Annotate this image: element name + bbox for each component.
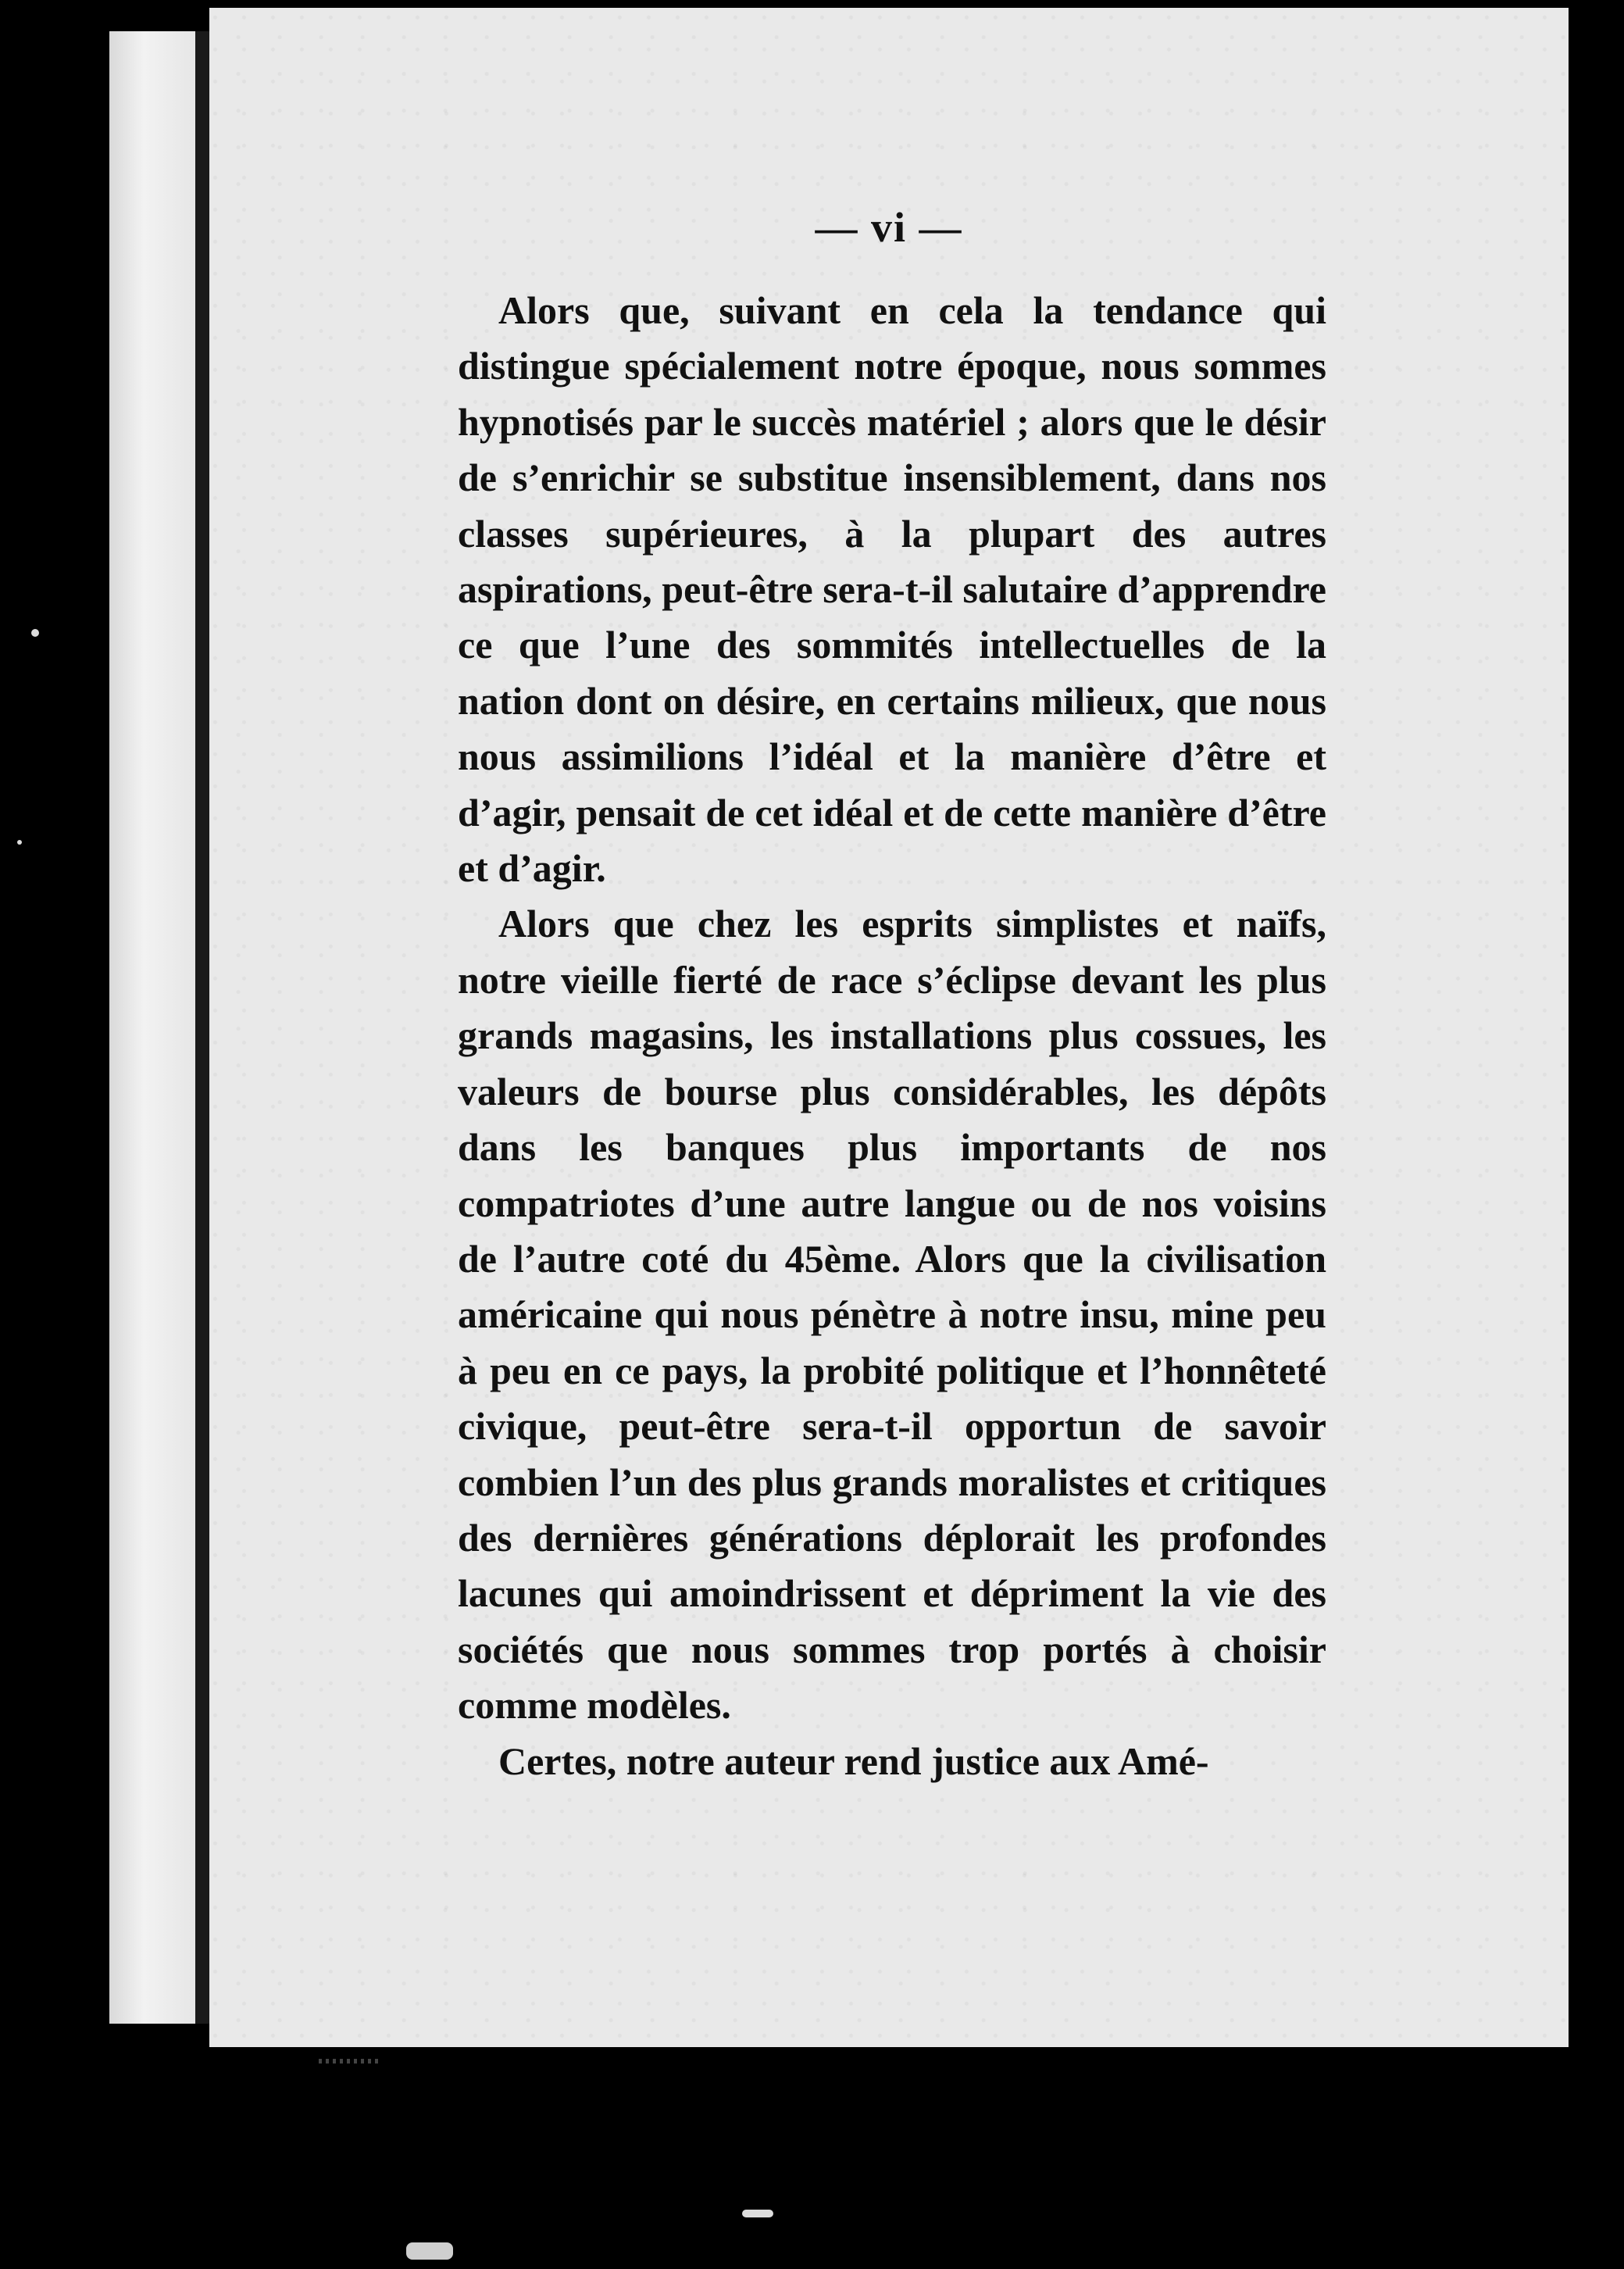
page-number-header: — vi — xyxy=(815,204,963,251)
paragraph-2: Alors que chez les esprits simplistes et naïfs, notre vieille fierté de race s’éclipse devant les plus grands magasins, les installations plus cossues, les valeurs de bourse plus considérables, les dépôts dans les banques plus importants de nos compatriotes d’une autre langue ou de nos voisins de l’autre coté du 45ème. Alors que la civilisation américaine qui nous pénètre à notre insu, mine peu à peu en ce pays, la probité politique et l’honnêteté civique, peut-être sera-t-il opportun de savoir combien l’un des plus grands moralistes et critiques des dernières générations déplorait les profondes lacunes qui amoindrissent et dépriment la vie des sociétés que nous sommes trop portés à choisir comme modèles. xyxy=(458,902,1326,1728)
right-scan-border xyxy=(1569,0,1624,2269)
scanned-page xyxy=(209,8,1569,2047)
left-page-strip xyxy=(109,31,195,2024)
left-page-edge xyxy=(195,31,209,2024)
scan-artifact-mark xyxy=(319,2059,381,2064)
body-text xyxy=(458,283,1326,1789)
paragraph-1: Alors que, suivant en cela la tendance qui distingue spécialement notre époque, nous sommes hypnotisés par le succès matériel ; alors que le désir de s’enrichir se substitue insensiblement, dans nos classes supérieures, à la plupart des autres aspirations, peut-être sera-t-il salutaire d’apprendre ce que l’une des sommités intellectuelles de la nation dont on désire, en certains milieux, que nous nous assimilions l’idéal et la manière d’être et d’agir, pensait de cet idéal et de cette manière d’être et d’agir. xyxy=(458,288,1326,891)
scan-speck xyxy=(406,2242,453,2260)
paragraph-3: Certes, notre auteur rend justice aux Amé- xyxy=(498,1738,1209,1783)
scan-speck xyxy=(31,629,39,637)
scan-speck xyxy=(742,2210,773,2217)
scan-speck xyxy=(17,840,22,845)
